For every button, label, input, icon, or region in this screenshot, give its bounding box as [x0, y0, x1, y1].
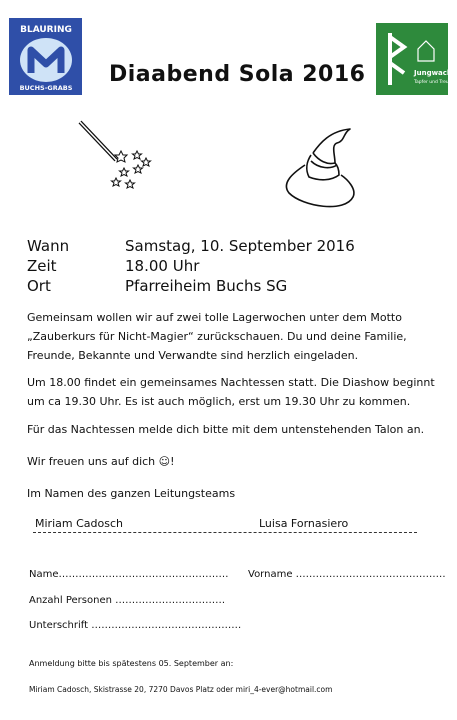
witch-hat-icon	[275, 121, 375, 225]
when-label: Wann	[27, 237, 70, 255]
paragraph-registration: Für das Nachtessen melde dich bitte mit dem untenstehenden Talon an.	[27, 423, 425, 436]
paragraph-schedule: Um 18.00 findet ein gemeinsames Nachtessen statt. Die Diashow beginnt um ca 19.30 Uhr. Es ist auch möglich, erst um 19.30 Uhr zu kommen.	[27, 376, 435, 408]
registration-deadline: Anmeldung bitte bis spätestens 05. September an:	[29, 659, 234, 668]
persons-dots: ……………………………	[115, 595, 226, 606]
magic-wand-icon	[76, 118, 166, 202]
persons-label: Anzahl Personen	[29, 595, 112, 606]
page-title: Diaabend Sola 2016	[109, 62, 366, 87]
paragraph-closing: Wir freuen uns auf dich ☺!	[27, 455, 175, 468]
name-dots: ……………………………………………	[58, 569, 229, 580]
place-value: Pfarreiheim Buchs SG	[125, 277, 288, 295]
when-value: Samstag, 10. September 2016	[125, 237, 355, 255]
jungwacht-brand-text: Jungwacht	[414, 69, 456, 77]
signature-field[interactable]	[29, 620, 241, 631]
vorname-label: Vorname	[248, 569, 293, 580]
cut-line-divider	[33, 532, 417, 533]
signature-left: Miriam Cadosch	[35, 517, 123, 530]
blauring-top-text: BLAURING	[20, 25, 72, 35]
jungwacht-logo	[376, 23, 456, 95]
time-value: 18.00 Uhr	[125, 257, 200, 275]
paragraph-intro: Gemeinsam wollen wir auf zwei tolle Lagerwochen unter dem Motto „Zauberkurs für Nicht-Magier“ zurückschauen. Du und deine Familie, Freunde, Bekannte und Verwandte sind herzlich eingeladen.	[27, 311, 407, 362]
blauring-bottom-text: BUCHS-GRABS	[19, 84, 73, 92]
signature-dots: ………………………………………	[91, 620, 242, 631]
vorname-dots: ………………………………………	[295, 569, 446, 580]
contact-address: Miriam Cadosch, Skistrasse 20, 7270 Davos Platz oder miri_4-ever@hotmail.com	[29, 685, 333, 694]
jungwacht-tagline-text: Tapfer und Treu	[414, 80, 449, 85]
blauring-emblem-icon	[9, 18, 82, 95]
place-label: Ort	[27, 277, 51, 295]
jungwacht-emblem-icon	[376, 23, 456, 95]
paragraph-team: Im Namen des ganzen Leitungsteams	[27, 487, 236, 500]
vorname-field[interactable]	[248, 569, 446, 580]
persons-field[interactable]	[29, 595, 225, 606]
name-label: Name	[29, 569, 59, 580]
time-label: Zeit	[27, 257, 57, 275]
blauring-logo	[9, 18, 82, 95]
signature-label: Unterschrift	[29, 620, 89, 631]
name-field[interactable]	[29, 569, 229, 580]
signature-right: Luisa Fornasiero	[259, 517, 349, 530]
